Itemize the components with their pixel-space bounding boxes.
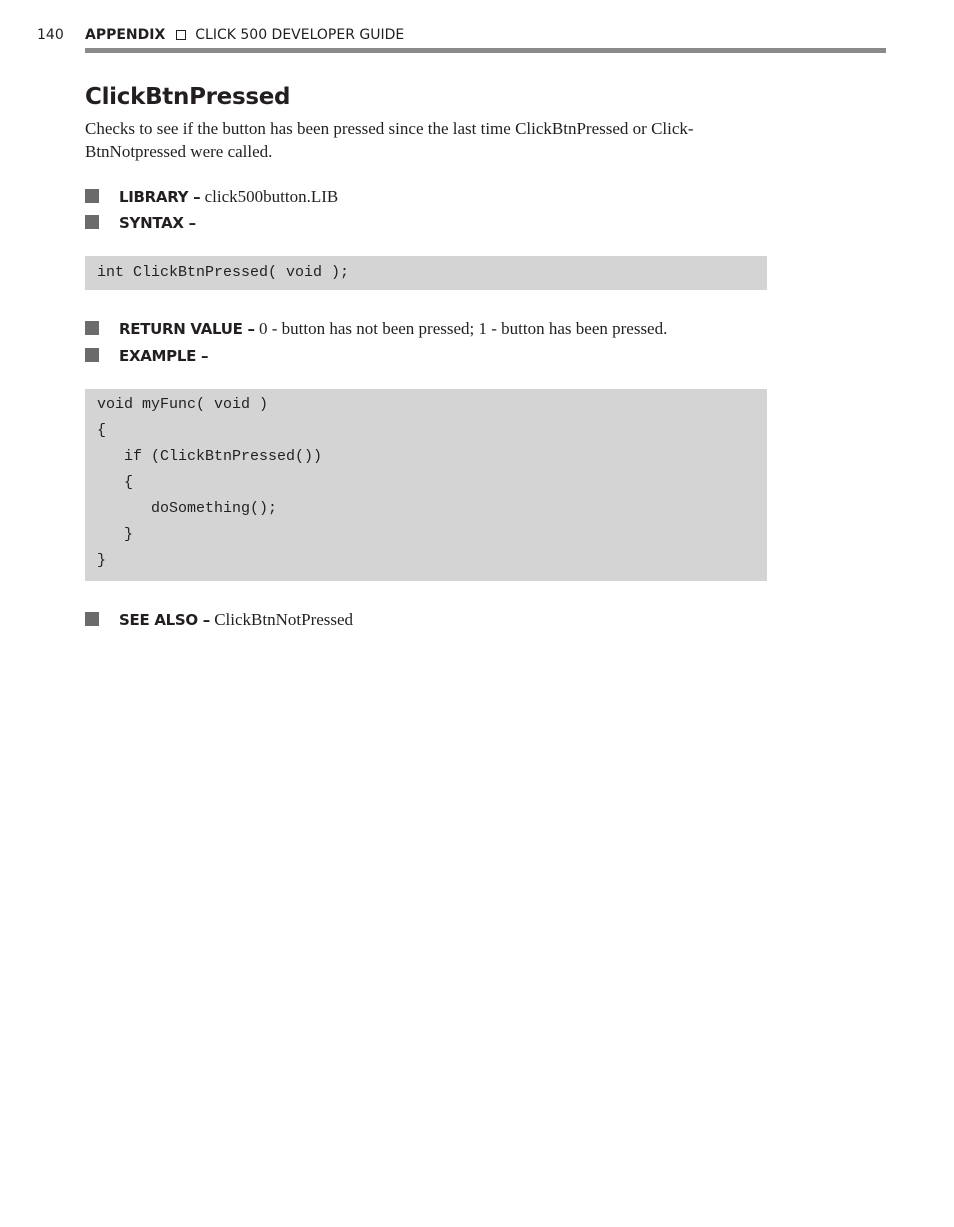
code-line: } <box>97 552 107 569</box>
see-also-item <box>85 607 353 633</box>
entry-description: Checks to see if the button has been pressed since the last time ClickBtnPressed or Click-BtnNotpressed were called. <box>85 119 694 161</box>
syntax-code-block <box>85 256 767 290</box>
code-line: int ClickBtnPressed( void ); <box>97 264 350 281</box>
bullet-square-icon <box>85 348 99 362</box>
syntax-item <box>85 210 196 236</box>
example-item <box>85 343 208 369</box>
library-label: LIBRARY – <box>119 188 201 206</box>
library-item <box>85 184 338 210</box>
return-value-label: RETURN VALUE – <box>119 320 255 338</box>
separator-box-icon <box>176 30 186 40</box>
return-value-item <box>85 316 667 342</box>
syntax-label: SYNTAX – <box>119 214 196 232</box>
code-line: { <box>97 422 107 439</box>
code-line: if (ClickBtnPressed()) <box>97 448 323 465</box>
bullet-square-icon <box>85 189 99 203</box>
example-label: EXAMPLE – <box>119 347 209 365</box>
book-title: CLICK 500 DEVELOPER GUIDE <box>195 27 405 43</box>
code-line: void myFunc( void ) <box>97 396 269 413</box>
code-line: } <box>97 526 134 543</box>
entry-title: ClickBtnPressed <box>85 84 291 110</box>
return-value-text: 0 - button has not been pressed; 1 - button has been pressed. <box>258 319 668 338</box>
example-code-block <box>85 389 767 581</box>
see-also-label: SEE ALSO – <box>119 611 210 629</box>
running-header <box>37 24 404 46</box>
header-rule <box>85 48 886 53</box>
bullet-square-icon <box>85 612 99 626</box>
see-also-value: ClickBtnNotPressed <box>214 610 354 629</box>
bullet-square-icon <box>85 321 99 335</box>
page-number: 140 <box>37 27 64 43</box>
bullet-square-icon <box>85 215 99 229</box>
library-value: click500button.LIB <box>204 187 339 206</box>
section-label: APPENDIX <box>85 27 166 43</box>
code-line: doSomething(); <box>97 500 278 517</box>
code-line: { <box>97 474 134 491</box>
